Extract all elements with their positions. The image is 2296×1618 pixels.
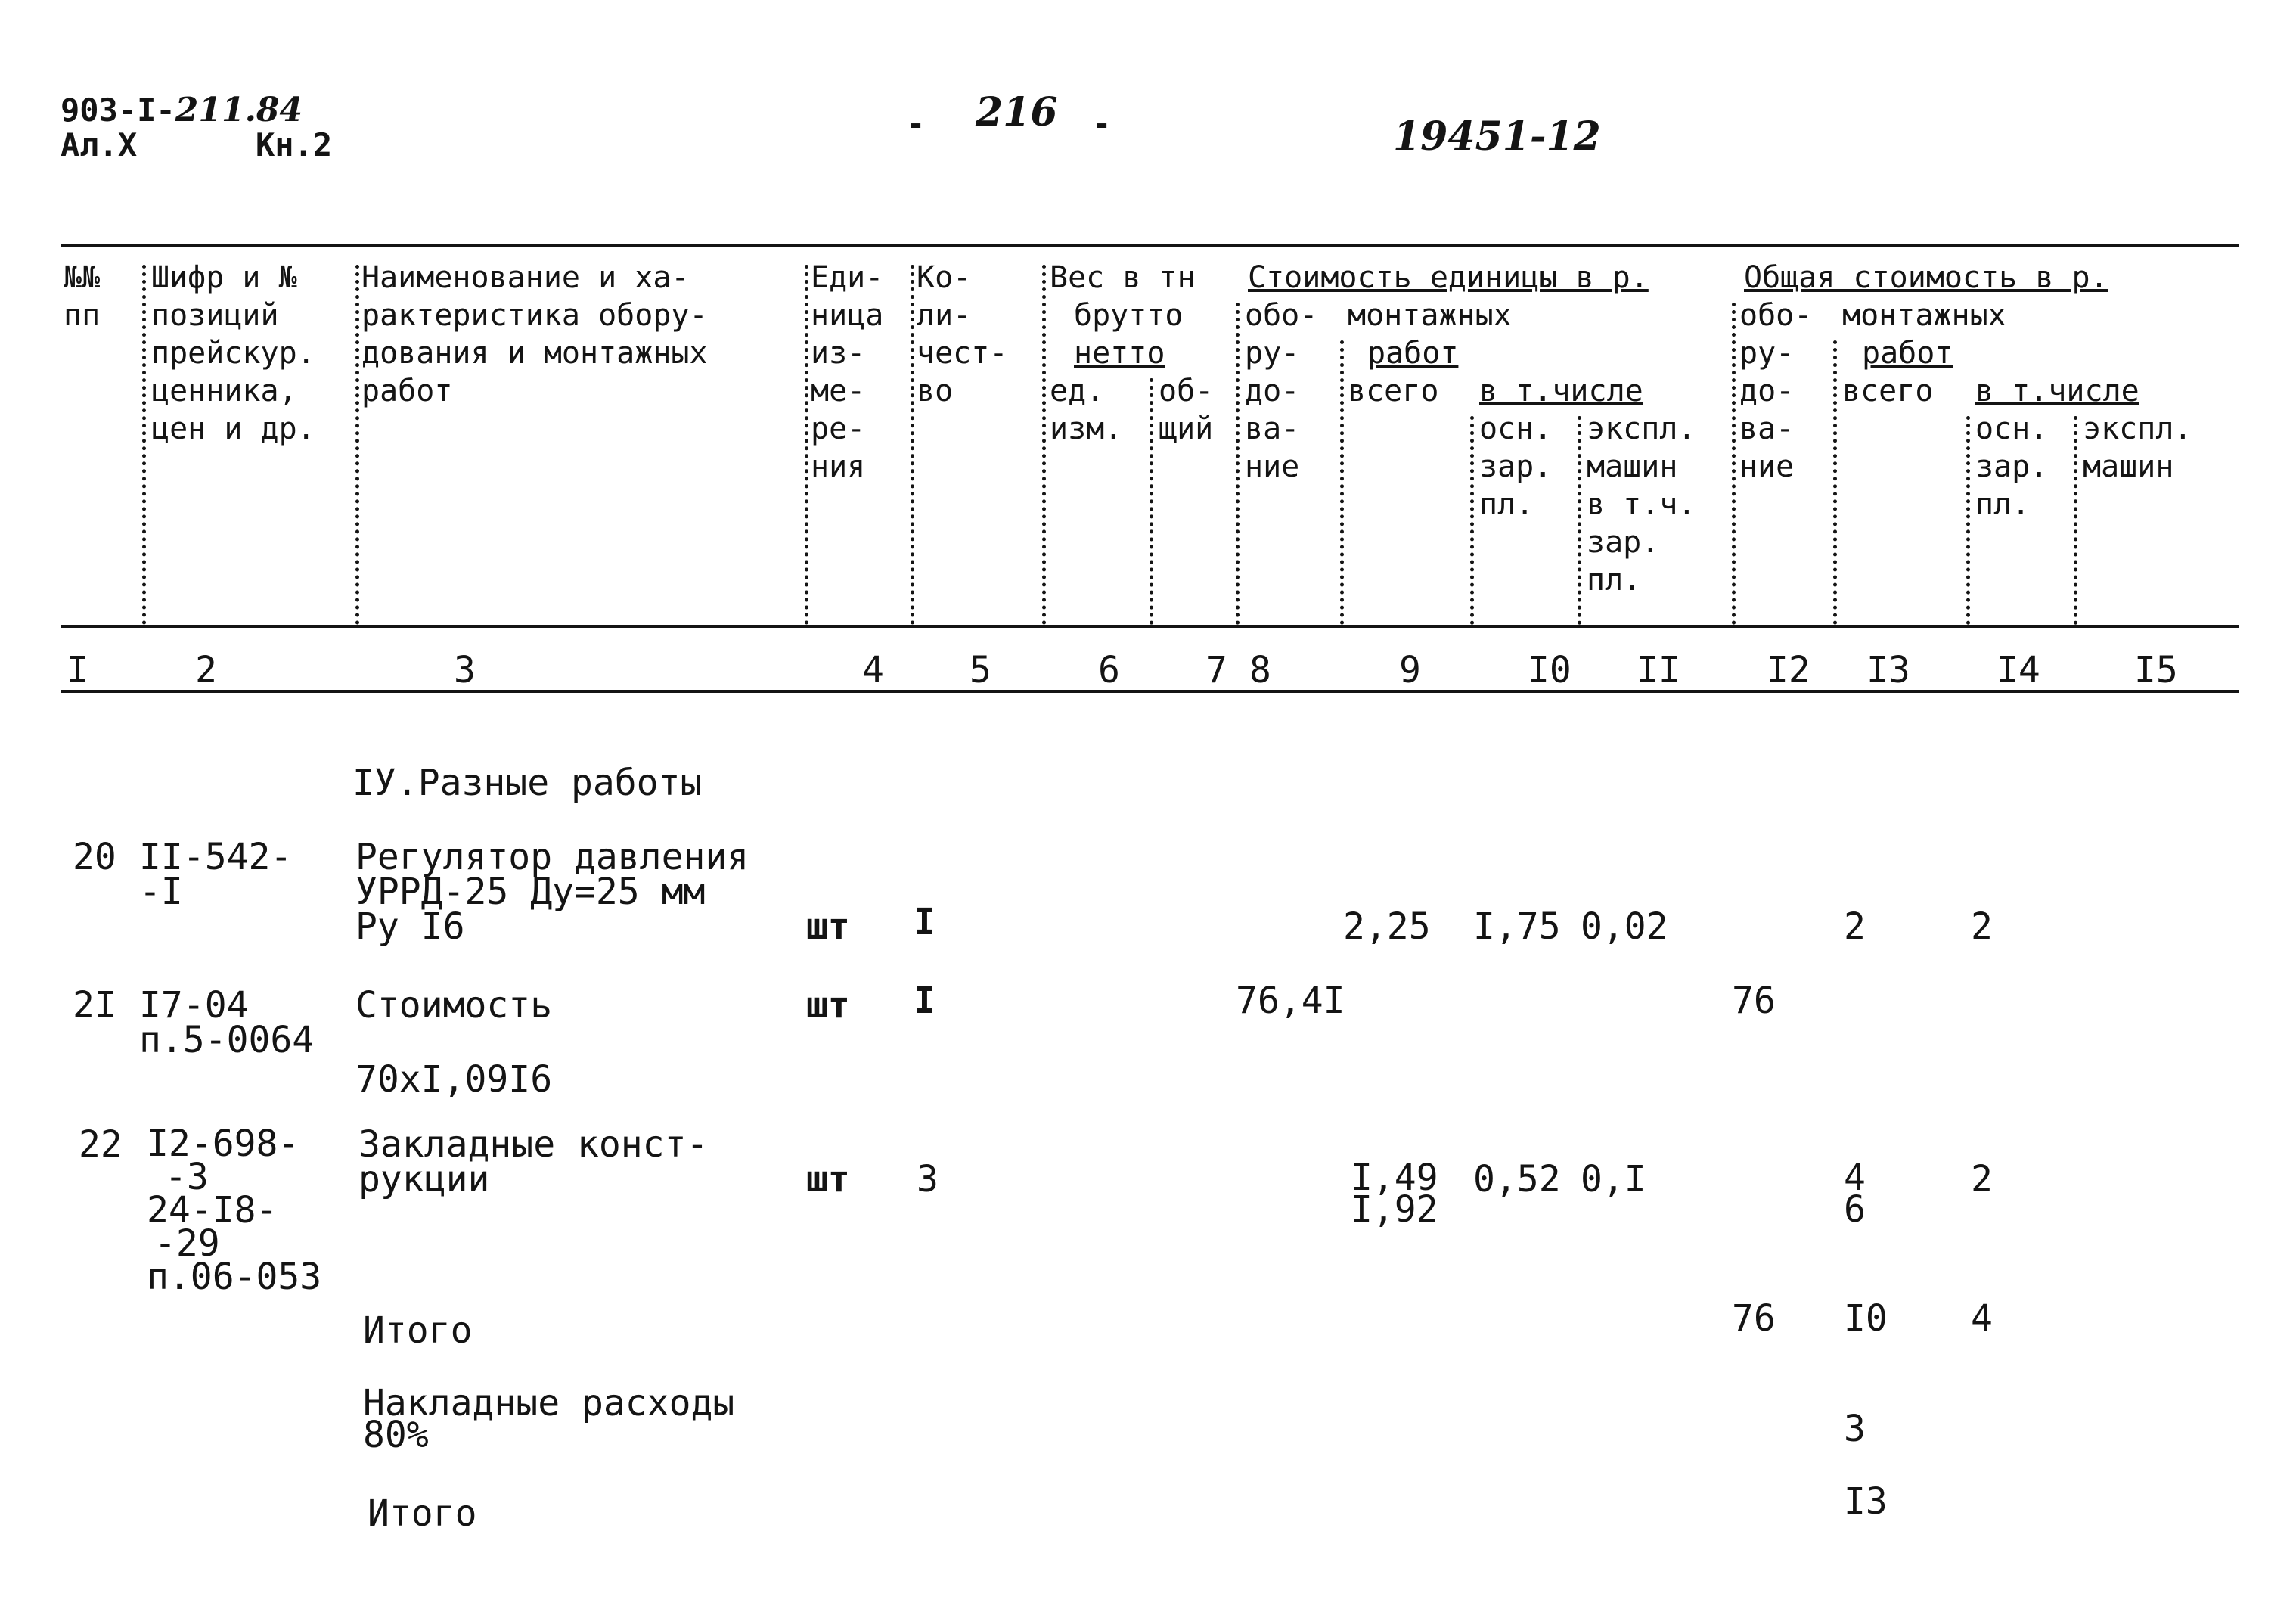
row-22-c10: 0,52 (1473, 1158, 1561, 1200)
col-separator (1042, 265, 1046, 625)
row-22-c14: 2 (1971, 1158, 1993, 1200)
row-21-code: I7-04 п.5-0064 (139, 984, 315, 1061)
row-20-unit: шт (806, 905, 850, 948)
mount-header-total-sub: работ (1862, 336, 1953, 371)
book-label: Кн.2 (256, 126, 333, 163)
col-separator (1150, 378, 1153, 625)
row-22-number: 22 (79, 1123, 123, 1166)
weight-header-net: нетто (1074, 336, 1165, 371)
col6-header: ед. изм. (1050, 374, 1123, 446)
col-separator (1578, 416, 1581, 625)
col-number-7: 7 (1205, 649, 1227, 691)
col-separator (142, 265, 146, 625)
row-22-qty: 3 (917, 1158, 939, 1200)
col-separator (355, 265, 359, 625)
row-22-name: Закладные конст- рукции (358, 1123, 709, 1200)
col-separator (1340, 340, 1344, 625)
row-20-number: 20 (73, 836, 116, 878)
incl-header-total: в т.числе (1975, 374, 2139, 408)
col-number-12: I2 (1767, 649, 1810, 691)
row-21-c8: 76,4I (1236, 980, 1345, 1022)
col1-header: №№ пп (64, 260, 101, 333)
table-header-rule (61, 625, 2239, 628)
row-20-c13: 2 (1844, 905, 1866, 948)
weight-header-gross: брутто (1074, 298, 1184, 333)
row-21-c12: 76 (1732, 980, 1776, 1022)
col14-header: осн. зар. пл. (1975, 411, 2049, 522)
col11-header: экспл. машин в т.ч. зар. пл. (1587, 411, 1696, 598)
col-separator (911, 265, 914, 625)
col-number-10: I0 (1528, 649, 1572, 691)
section-title: IУ.Разные работы (352, 762, 703, 804)
row-21-name-formula: 70хI,09I6 (355, 1058, 553, 1101)
col-separator (1966, 416, 1970, 625)
weight-header-title: Вес в тн (1050, 260, 1196, 295)
col-number-8: 8 (1249, 649, 1271, 691)
row-20-c14: 2 (1971, 905, 1993, 948)
total-1-label: Итого (363, 1309, 473, 1352)
col-number-1: I (67, 649, 88, 691)
col7-header: об- щий (1159, 374, 1214, 446)
row-22-code: I2-698- -3 24-I8- -29 п.06-053 (147, 1123, 322, 1298)
col-separator (2074, 416, 2077, 625)
row-22-c9: I,49 I,92 (1351, 1157, 1438, 1231)
doc-code (61, 92, 303, 129)
row-21-unit: шт (806, 984, 850, 1026)
col-separator (1236, 303, 1240, 625)
row-21-qty: I (914, 980, 935, 1022)
col-number-2: 2 (195, 649, 217, 691)
total-cost-title: Общая стоимость в р. (1744, 260, 2108, 295)
page-number: 216 (976, 89, 1058, 135)
col-number-3: 3 (454, 649, 476, 691)
col2-header: Шифр и № позиций прейскур. ценника, цен и др. (151, 260, 315, 446)
col-number-13: I3 (1866, 649, 1910, 691)
incl-header-unit: в т.числе (1479, 374, 1643, 408)
page-dash-right: - (1092, 105, 1112, 142)
col-separator (1833, 340, 1837, 625)
table-top-rule (61, 244, 2239, 247)
overhead-c13: 3 (1844, 1408, 1866, 1450)
col-number-9: 9 (1399, 649, 1421, 691)
overhead-label: Накладные расходы 80% (363, 1382, 735, 1456)
col-number-14: I4 (1997, 649, 2040, 691)
col4-header: Еди- ница из- ме- ре- ния (811, 260, 884, 484)
total-2-label: Итого (368, 1492, 477, 1535)
total-1-c14: 4 (1971, 1297, 1993, 1340)
total-1-c12: 76 (1732, 1297, 1776, 1340)
col-separator (805, 265, 808, 625)
mount-header-unit-sub: работ (1367, 336, 1459, 371)
row-20-c9: 2,25 (1343, 905, 1431, 948)
col-number-15: I5 (2134, 649, 2178, 691)
row-21-name: Стоимость (355, 984, 553, 1026)
page-dash-left: - (906, 105, 926, 142)
total-2-c13: I3 (1844, 1480, 1888, 1523)
order-number: 19451-12 (1393, 113, 1601, 160)
row-20-qty: I (914, 901, 935, 943)
col3-header: Наименование и ха- рактеристика обору- дования и монтажных работ (361, 260, 708, 408)
row-20-c11: 0,02 (1581, 905, 1668, 948)
col13-header: всего (1842, 374, 1934, 408)
album-label: Ал.X (61, 126, 138, 163)
table-numbers-rule (61, 690, 2239, 693)
col8-header: обо- ру- до- ва- ние (1245, 298, 1318, 484)
col5-header: Ко- ли- чест- во (917, 260, 1008, 408)
mount-header-unit: монтажных (1348, 298, 1512, 333)
row-21-number: 2I (73, 984, 116, 1026)
row-20-code: II-542- -I (139, 836, 293, 913)
col-number-11: II (1637, 649, 1680, 691)
doc-code-handwritten: 211.84 (175, 91, 303, 129)
col15-header: экспл. машин (2083, 411, 2192, 484)
col-number-6: 6 (1098, 649, 1120, 691)
col-separator (1470, 416, 1474, 625)
col9-header: всего (1348, 374, 1439, 408)
col-separator (1732, 303, 1736, 625)
col-number-5: 5 (970, 649, 991, 691)
mount-header-total: монтажных (1842, 298, 2006, 333)
row-22-unit: шт (806, 1158, 850, 1200)
row-22-c13: 4 6 (1844, 1157, 1866, 1231)
row-20-name: Регулятор давления УРРД-25 Ду=25 мм Ру I6 (355, 836, 749, 948)
col10-header: осн. зар. пл. (1479, 411, 1553, 522)
total-1-c13: I0 (1844, 1297, 1888, 1340)
doc-code-printed: 903-I- (61, 92, 175, 129)
col12-header: обо- ру- до- ва- ние (1739, 298, 1813, 484)
row-20-c10: I,75 (1473, 905, 1561, 948)
col-number-4: 4 (862, 649, 884, 691)
unit-cost-title: Стоимость единицы в р. (1248, 260, 1649, 295)
row-22-c11: 0,I (1581, 1158, 1646, 1200)
